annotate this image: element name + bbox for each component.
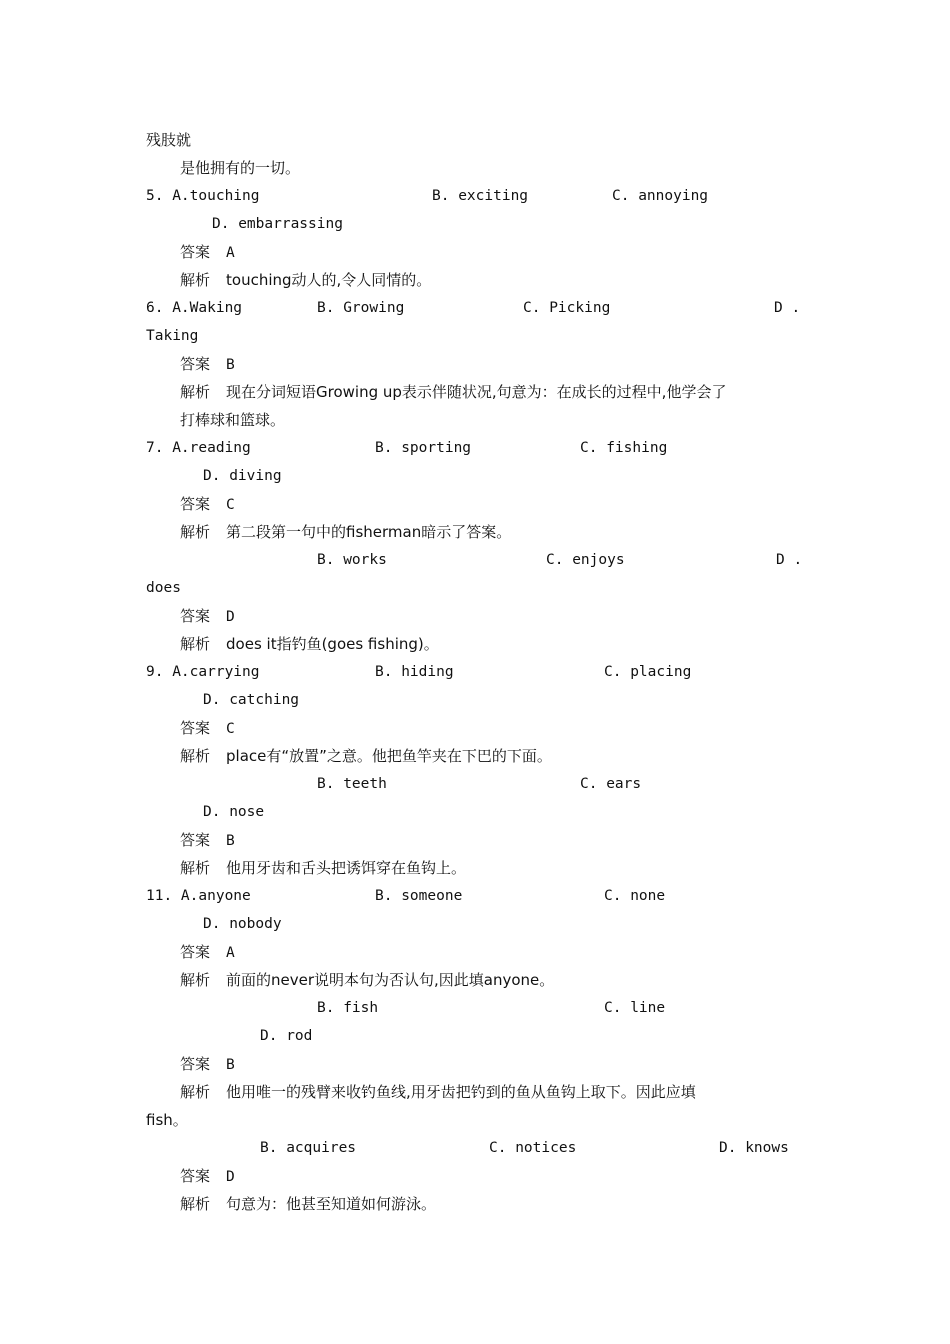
- answer-value: D: [226, 1169, 235, 1185]
- q9-option-b: B. hiding: [375, 664, 454, 680]
- answer-value: A: [226, 945, 235, 961]
- analysis-label: 解析: [180, 1083, 211, 1101]
- answer-label: 答案: [180, 943, 211, 961]
- answer-label: 答案: [180, 831, 211, 849]
- answer-label: 答案: [180, 719, 211, 737]
- q7-option-c: C. fishing: [580, 440, 668, 456]
- q8-option-d: does: [146, 580, 181, 596]
- q8-option-c: C. enjoys: [546, 552, 625, 568]
- q11-option-c: C. none: [604, 888, 666, 904]
- q5-option-b: B. exciting: [432, 188, 529, 204]
- q13-option-c: C. notices: [489, 1140, 577, 1156]
- q12-option-b: B. fish: [317, 1000, 379, 1016]
- q11-answer: [180, 942, 235, 963]
- q10-option-b: B. teeth: [317, 776, 387, 792]
- answer-value: C: [226, 497, 235, 513]
- q9-option-a: 9. A.carrying: [146, 664, 260, 680]
- q6-analysis: [180, 382, 726, 402]
- analysis-text: touching动人的,令人同情的。: [226, 271, 432, 289]
- intro-line-1: 残肢就: [146, 131, 192, 149]
- answer-value: C: [226, 721, 235, 737]
- q11-option-b: B. someone: [375, 888, 463, 904]
- answer-value: D: [226, 609, 235, 625]
- q13-analysis: [180, 1194, 436, 1214]
- q8-option-b: B. works: [317, 552, 387, 568]
- analysis-label: 解析: [180, 747, 211, 765]
- q12-option-c: C. line: [604, 1000, 666, 1016]
- q7-answer: [180, 494, 235, 515]
- q6-answer: [180, 354, 235, 375]
- answer-label: 答案: [180, 243, 211, 261]
- q10-analysis: [180, 858, 466, 878]
- q6-option-d-prefix: D .: [774, 300, 801, 316]
- q5-option-a: 5. A.touching: [146, 188, 260, 204]
- q7-analysis: [180, 522, 511, 542]
- answer-value: B: [226, 357, 235, 373]
- q11-option-d: D. nobody: [203, 916, 282, 932]
- q13-option-b: B. acquires: [260, 1140, 357, 1156]
- q7-option-b: B. sporting: [375, 440, 472, 456]
- analysis-label: 解析: [180, 859, 211, 877]
- answer-label: 答案: [180, 1167, 211, 1185]
- q12-analysis: [180, 1082, 696, 1102]
- q5-analysis: [180, 270, 431, 290]
- analysis-text: place有“放置”之意。他把鱼竿夹在下巴的下面。: [226, 747, 552, 765]
- intro-line-2: 是他拥有的一切。: [180, 159, 301, 177]
- analysis-label: 解析: [180, 523, 211, 541]
- analysis-label: 解析: [180, 383, 211, 401]
- q5-option-c: C. annoying: [612, 188, 709, 204]
- q8-answer: [180, 606, 235, 627]
- analysis-label: 解析: [180, 971, 211, 989]
- q6-analysis-continued: 打棒球和篮球。: [180, 411, 286, 429]
- q6-option-c: C. Picking: [523, 300, 611, 316]
- q8-analysis: [180, 634, 439, 654]
- q8-option-d-prefix: D .: [776, 552, 803, 568]
- q13-option-d: D. knows: [719, 1140, 789, 1156]
- q10-option-c: C. ears: [580, 776, 642, 792]
- answer-value: B: [226, 833, 235, 849]
- q12-answer: [180, 1054, 235, 1075]
- analysis-text: does it指钓鱼(goes fishing)。: [226, 635, 439, 653]
- answer-value: B: [226, 1057, 235, 1073]
- q9-answer: [180, 718, 235, 739]
- q11-analysis: [180, 970, 554, 990]
- q12-option-d: D. rod: [260, 1028, 313, 1044]
- q6-option-a: 6. A.Waking: [146, 300, 243, 316]
- analysis-text: 前面的never说明本句为否认句,因此填anyone。: [226, 971, 555, 989]
- q10-option-d: D. nose: [203, 804, 265, 820]
- q9-option-c: C. placing: [604, 664, 692, 680]
- answer-label: 答案: [180, 355, 211, 373]
- answer-label: 答案: [180, 607, 211, 625]
- analysis-text: 句意为：他甚至知道如何游泳。: [226, 1195, 437, 1213]
- analysis-text: 第二段第一句中的fisherman暗示了答案。: [226, 523, 512, 541]
- analysis-label: 解析: [180, 635, 211, 653]
- q5-option-d: D. embarrassing: [212, 216, 343, 232]
- analysis-text: 他用牙齿和舌头把诱饵穿在鱼钩上。: [226, 859, 467, 877]
- q7-option-a: 7. A.reading: [146, 440, 251, 456]
- q12-analysis-continued: fish。: [146, 1111, 188, 1129]
- analysis-text: 他用唯一的残臂来收钓鱼线,用牙齿把钓到的鱼从鱼钩上取下。因此应填: [226, 1083, 696, 1101]
- q9-analysis: [180, 746, 552, 766]
- analysis-text: 现在分词短语Growing up表示伴随状况,句意为：在成长的过程中,他学会了: [226, 383, 727, 401]
- answer-label: 答案: [180, 495, 211, 513]
- q5-answer: [180, 242, 235, 263]
- q9-option-d: D. catching: [203, 692, 300, 708]
- q13-answer: [180, 1166, 235, 1187]
- answer-label: 答案: [180, 1055, 211, 1073]
- q6-option-d: Taking: [146, 328, 199, 344]
- q10-answer: [180, 830, 235, 851]
- q7-option-d: D. diving: [203, 468, 282, 484]
- q6-option-b: B. Growing: [317, 300, 405, 316]
- analysis-label: 解析: [180, 1195, 211, 1213]
- analysis-label: 解析: [180, 271, 211, 289]
- q11-option-a: 11. A.anyone: [146, 888, 251, 904]
- answer-value: A: [226, 245, 235, 261]
